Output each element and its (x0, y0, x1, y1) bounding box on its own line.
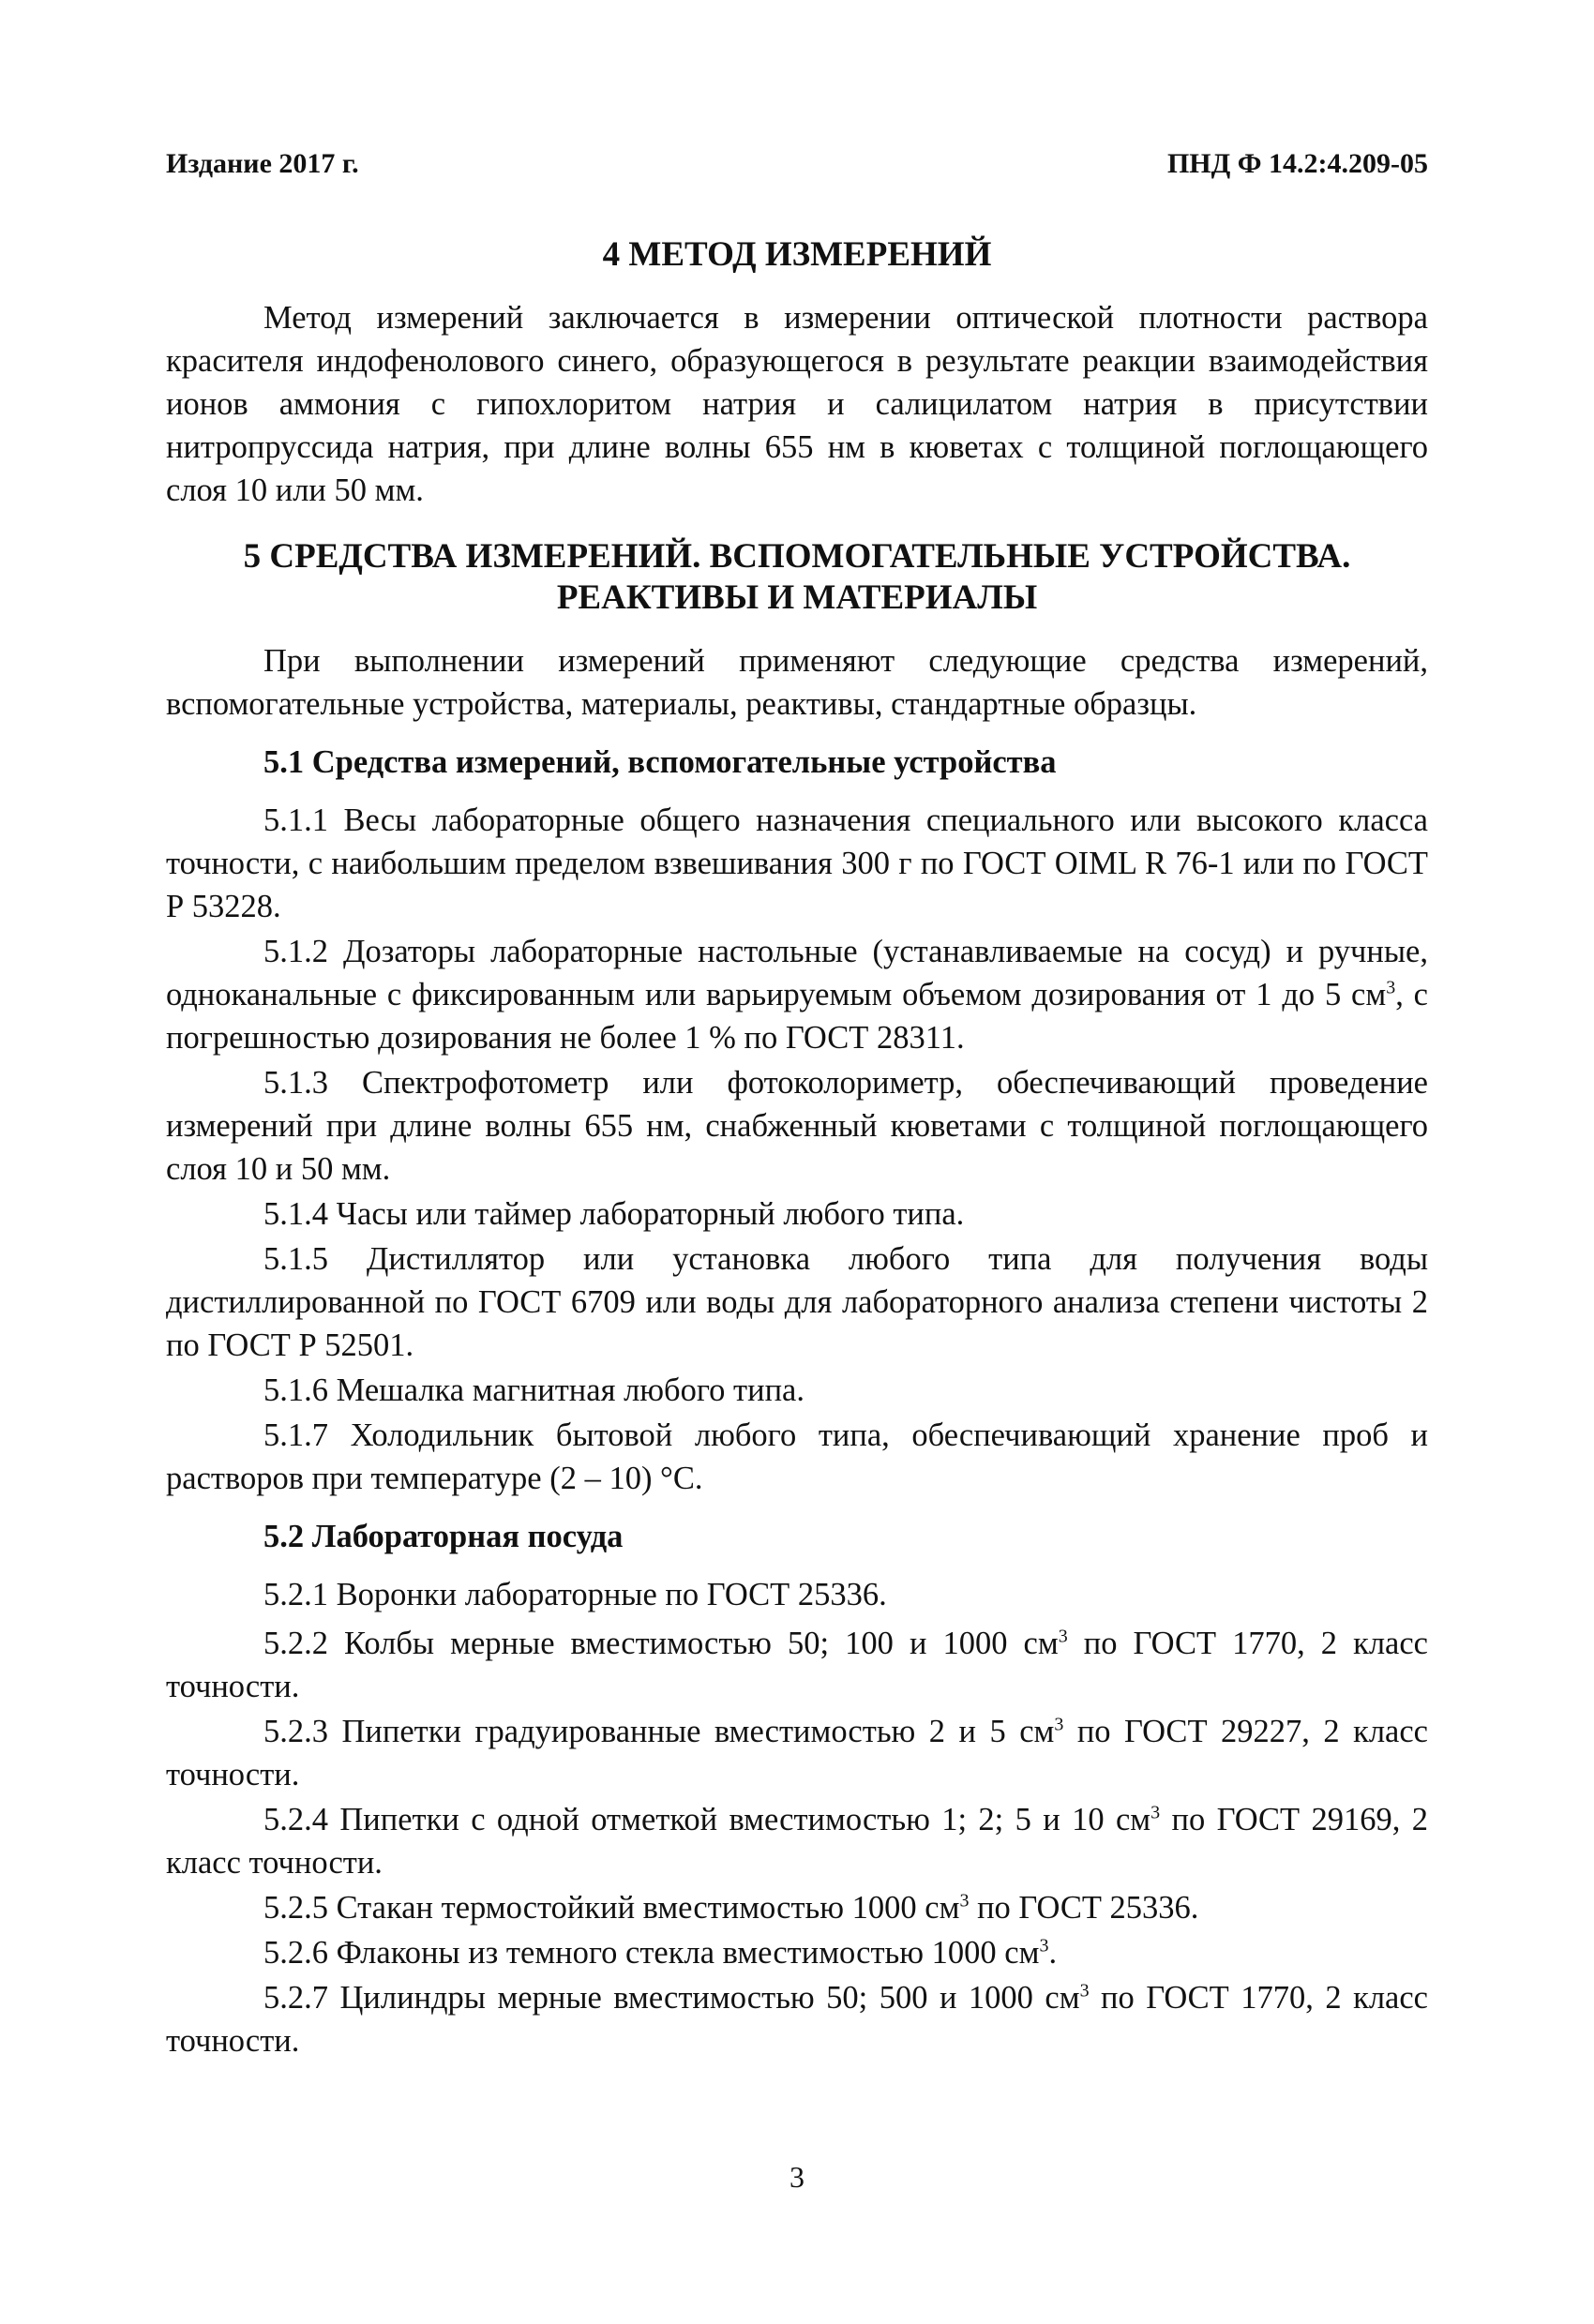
item-5-2-6 (166, 1931, 1428, 1974)
item-5-2-1: 5.2.1 Воронки лабораторные по ГОСТ 25336. (263, 1577, 887, 1612)
document-code: ПНД Ф 14.2:4.209-05 (1166, 148, 1428, 179)
item-5-1-5: 5.1.5 Дистиллятор или установка любого типа для получения воды дистиллированной по ГОСТ 6709 или воды для лабораторного анализа степени чистоты 2 по ГОСТ Р 52501. (166, 1241, 1428, 1363)
item-5-2-5-tail: по ГОСТ 25336. (969, 1890, 1199, 1926)
subsection-5-2-title: 5.2 Лабораторная посуда (263, 1519, 624, 1554)
item-5-2-5-text: 5.2.5 Стакан термостойкий вместимостью 1000 см (263, 1890, 960, 1926)
item-5-1-6: 5.1.6 Мешалка магнитная любого типа. (263, 1372, 805, 1408)
item-5-2-4-tail: по ГОСТ 29169, 2 класс точности. (166, 1802, 1428, 1881)
item-5-1-2-text: 5.1.2 Дозаторы лабораторные настольные (устанавливаемые на сосуд) и ручные, одноканальные с фиксированным или варьируемым объемом дозирования от 1 до 5 см (166, 934, 1428, 1012)
item-5-2-3-text: 5.2.3 Пипетки градуированные вместимостью 2 и 5 см (263, 1714, 1055, 1749)
section-5-title-line1: 5 СРЕДСТВА ИЗМЕРЕНИЙ. ВСПОМОГАТЕЛЬНЫЕ УСТРОЙСТВА. (243, 537, 1351, 576)
edition-label: Издание 2017 г. (166, 148, 359, 179)
item-5-2-2-tail: по ГОСТ 1770, 2 класс точности. (166, 1626, 1428, 1704)
item-5-2-4-text: 5.2.4 Пипетки с одной отметкой вместимостью 1; 2; 5 и 10 см (263, 1802, 1151, 1837)
superscript-3: 3 (1039, 1935, 1049, 1957)
item-5-2-5 (166, 1886, 1428, 1929)
section-5-title-line2: РЕАКТИВЫ И МАТЕРИАЛЫ (556, 578, 1038, 617)
page-header (166, 148, 1428, 186)
subsection-5-1-title: 5.1 Средства измерений, вспомогательные устройства (263, 744, 1057, 780)
item-5-2-6-text: 5.2.6 Флаконы из темного стекла вместимостью 1000 см (263, 1935, 1040, 1971)
item-5-2-4 (166, 1798, 1428, 1884)
page-number: 3 (789, 2160, 805, 2194)
item-5-2-3-tail: по ГОСТ 29227, 2 класс точности. (166, 1714, 1428, 1792)
item-5-1-2 (166, 930, 1428, 1059)
item-5-2-2-text: 5.2.2 Колбы мерные вместимостью 50; 100 и 1000 см (263, 1626, 1059, 1661)
page-content (166, 234, 1428, 2064)
superscript-3: 3 (1150, 1802, 1161, 1823)
section-4-text: Метод измерений заключается в измерении оптической плотности раствора красителя индофенолового синего, образующегося в результате реакции взаимодействия ионов аммония с гипохлоритом натрия и салицилатом натрия в присутствии нитропруссида натрия, при длине волны 655 нм в кюветах с толщиной поглощающего слоя 10 или 50 мм. (166, 300, 1428, 508)
superscript-3: 3 (1058, 1626, 1068, 1647)
superscript-3: 3 (1079, 1980, 1090, 2002)
item-5-2-6-tail: . (1048, 1935, 1058, 1971)
item-5-2-7-text: 5.2.7 Цилиндры мерные вместимостью 50; 500 и 1000 см (263, 1980, 1080, 2016)
item-5-1-1: 5.1.1 Весы лабораторные общего назначения специального или высокого класса точности, с наибольшим пределом взвешивания 300 г по ГОСТ OIML R 76-1 или по ГОСТ Р 53228. (166, 802, 1428, 924)
item-5-2-7-tail: по ГОСТ 1770, 2 класс точности. (166, 1980, 1428, 2059)
item-5-2-3 (166, 1710, 1428, 1796)
item-5-1-7: 5.1.7 Холодильник бытовой любого типа, обеспечивающий хранение проб и растворов при температуре (2 – 10) °С. (166, 1417, 1428, 1496)
item-5-1-4: 5.1.4 Часы или таймер лабораторный любого типа. (263, 1196, 965, 1232)
item-5-1-3: 5.1.3 Спектрофотометр или фотоколориметр, обеспечивающий проведение измерений при длине волны 655 нм, снабженный кюветами с толщиной поглощающего слоя 10 и 50 мм. (166, 1065, 1428, 1187)
superscript-3: 3 (1386, 977, 1396, 998)
section-4-title: 4 МЕТОД ИЗМЕРЕНИЙ (602, 235, 992, 274)
item-5-2-2 (166, 1622, 1428, 1708)
superscript-3: 3 (959, 1890, 970, 1912)
superscript-3: 3 (1054, 1714, 1064, 1735)
item-5-2-7 (166, 1976, 1428, 2062)
item-5-1-2-tail: , с погрешностью дозирования не более 1 % по ГОСТ 28311. (166, 977, 1428, 1056)
section-5-intro: При выполнении измерений применяют следующие средства измерений, вспомогательные устройства, материалы, реактивы, стандартные образцы. (166, 643, 1428, 722)
